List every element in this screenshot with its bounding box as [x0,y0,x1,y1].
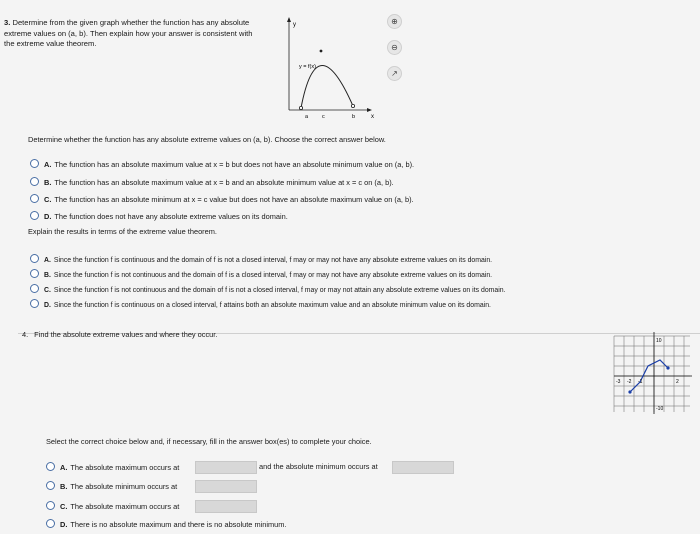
radio-button[interactable] [30,284,39,293]
q4-number: 4. [22,330,29,339]
svg-text:-1: -1 [638,379,643,385]
tick-b: b [352,114,356,120]
radio-button[interactable] [30,177,39,186]
q4-option-b[interactable]: B. The absolute minimum occurs at [46,481,177,492]
q4-prompt: Find the absolute extreme values and where they occur. [34,330,218,339]
endpoint-b [351,104,354,107]
q4-header [22,330,217,340]
q3-prompt-text: Determine from the given graph whether the function has any absolute extreme values on (a, b). Then explain how your answer is consistent with the extreme value theorem. [4,18,253,48]
radio-button[interactable] [30,254,39,263]
svg-text:-3: -3 [616,379,621,385]
radio-button[interactable] [30,299,39,308]
answer-input-min[interactable] [392,461,454,474]
q3-part1-option-b[interactable]: B. The function has an absolute maximum value at x = b and an absolute minimum value at x = c on (a, b). [30,177,394,188]
radio-button[interactable] [46,501,55,510]
zoom-out-icon[interactable]: ⊖ [387,40,402,55]
function-curve [301,65,353,108]
filled-point [320,50,323,53]
q4-option-d[interactable]: D. There is no absolute maximum and there is no absolute minimum. [46,519,286,530]
q3-graph [275,14,375,124]
tick-a: a [305,114,309,120]
q3-part2-option-d[interactable]: D. Since the function f is continuous on a closed interval, f attains both an absolute maximum value and an absolute minimum value on its domain. [30,299,491,311]
radio-button[interactable] [46,481,55,490]
answer-input-max[interactable] [195,461,257,474]
q3-part2-option-a[interactable]: A. Since the function f is continuous and the domain of f is not a closed interval, f may or may not have any absolute extreme values on its domain. [30,254,492,266]
y-label: y [293,22,296,28]
q4-instruction: Select the correct choice below and, if necessary, fill in the answer box(es) to complete your choice. [46,437,372,446]
radio-button[interactable] [30,159,39,168]
radio-button[interactable] [30,211,39,220]
q3-number: 3. [4,18,11,27]
external-link-icon[interactable]: ↗ [387,66,402,81]
answer-input-max-only[interactable] [195,500,257,513]
radio-button[interactable] [46,462,55,471]
q3-part1-question: Determine whether the function has any absolute extreme values on (a, b). Choose the correct answer below. [28,135,386,144]
func-label: y = f(x) [299,64,316,70]
q3-prompt-block [4,18,259,50]
endpoint-a [299,106,302,109]
zoom-in-icon[interactable]: ⊕ [387,14,402,29]
svg-text:2: 2 [676,379,679,385]
q4-option-a[interactable]: A. The absolute maximum occurs at [46,462,179,473]
radio-button[interactable] [46,519,55,528]
radio-button[interactable] [30,269,39,278]
svg-text:-2: -2 [627,379,632,385]
q3-part1-option-d[interactable]: D. The function does not have any absolute extreme values on its domain. [30,211,288,222]
answer-input-min-only[interactable] [195,480,257,493]
svg-text:-10: -10 [656,406,664,412]
radio-button[interactable] [30,194,39,203]
q4-option-a-second: and the absolute minimum occurs at [259,462,378,471]
q3-part2-option-c[interactable]: C. Since the function f is not continuous and the domain of f is not a closed interval, f may or may not attain any absolute extreme values on its domain. [30,284,506,296]
x-label: x [371,114,374,120]
q3-part1-option-c[interactable]: C. The function has an absolute minimum at x = c value but does not have an absolute maximum value on (a, b). [30,194,414,205]
svg-text:10: 10 [656,338,662,344]
q4-option-c[interactable]: C. The absolute maximum occurs at [46,501,179,512]
q3-part1-option-a[interactable]: A. The function has an absolute maximum value at x = b but does not have an absolute minimum value on (a, b). [30,159,414,170]
q4-grid-graph [610,324,694,416]
tick-c: c [322,114,325,120]
q3-part2-option-b[interactable]: B. Since the function f is not continuous and the domain of f is a closed interval, f may or may not have any absolute extreme values on its domain. [30,269,492,281]
q3-part2-question: Explain the results in terms of the extreme value theorem. [28,227,217,236]
